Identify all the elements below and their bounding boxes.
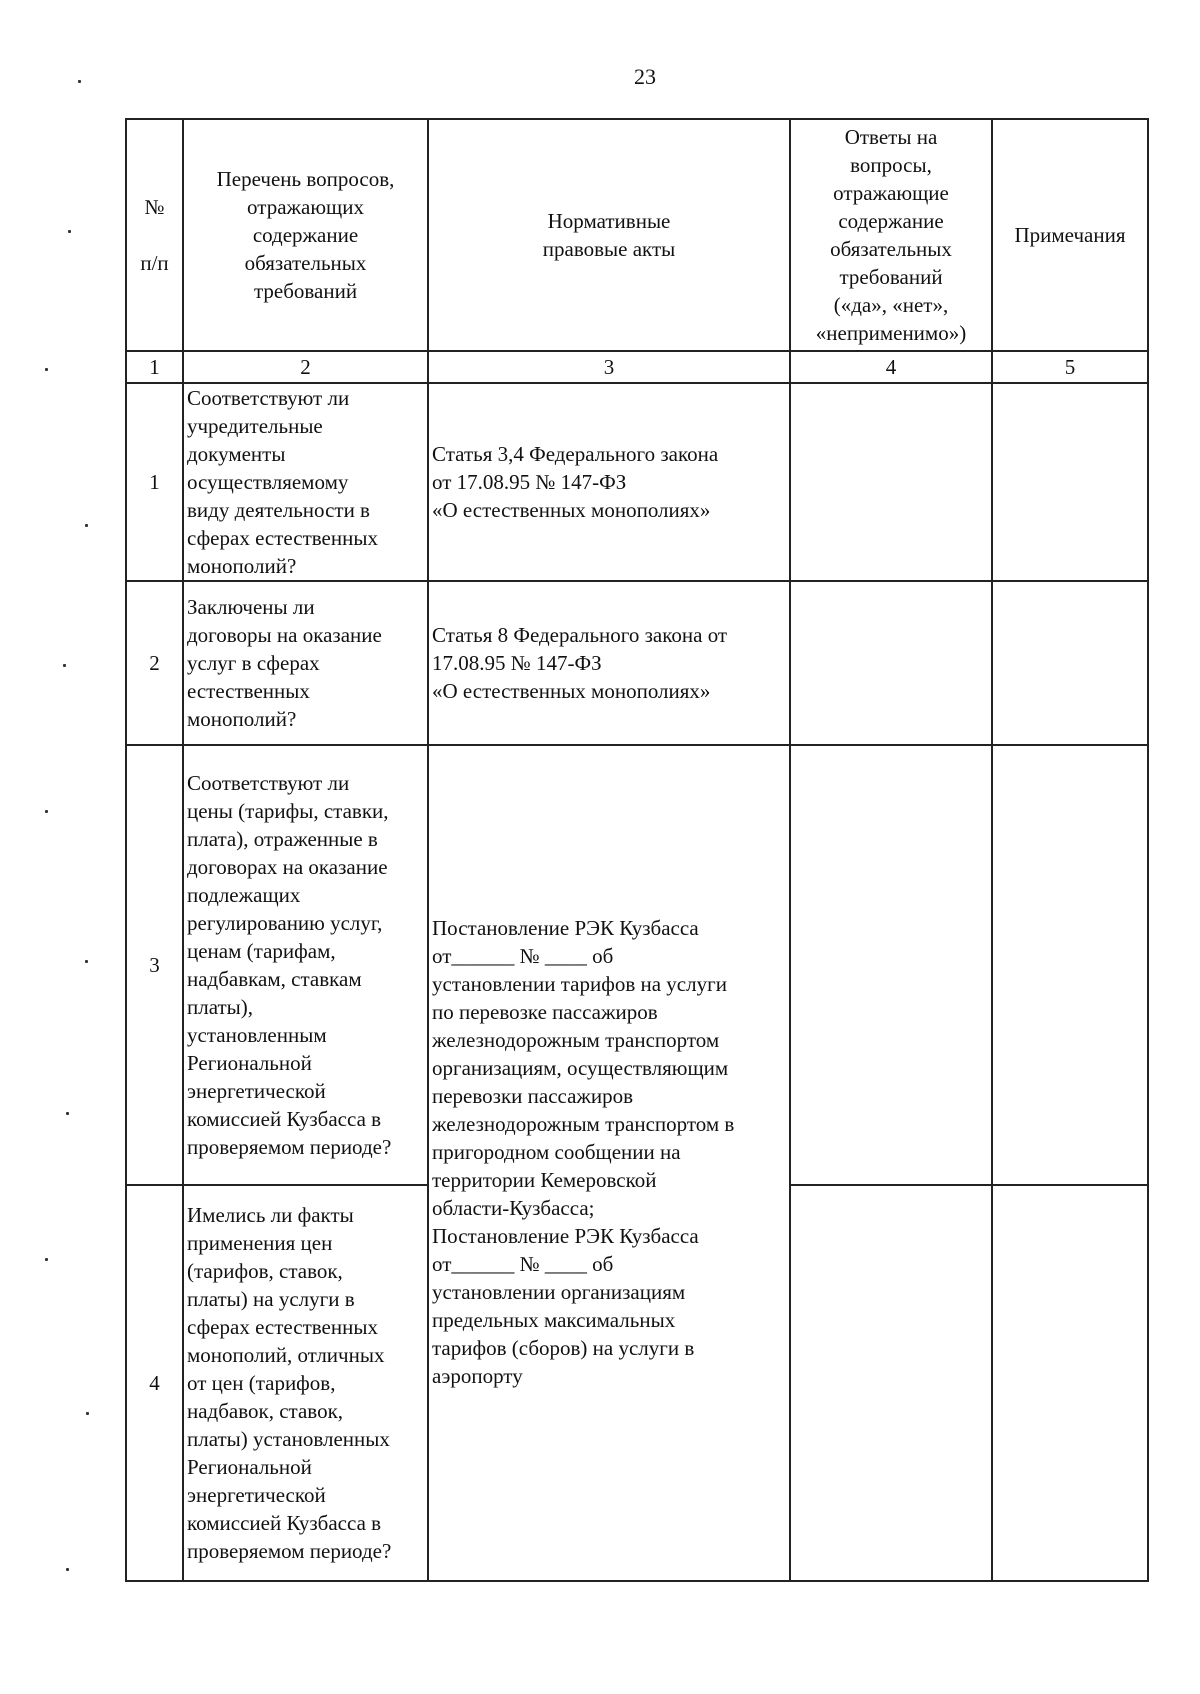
header-notes: Примечания [992,119,1148,351]
header-acts: Нормативные правовые акты [428,119,790,351]
scan-speck [86,1412,89,1415]
answer-cell [790,383,992,581]
header-questions: Перечень вопросов, отражающих содержание обязательных требований [183,119,428,351]
scan-speck [66,1112,69,1115]
column-number-row [126,351,1148,383]
legal-act-text: Постановление РЭК Кузбасса от______ № ____ об установлении тарифов на услуги по перевозке пассажиров железнодорожным транспортом организациям, осуществляющим перевозки пассажиров железнодорожным транспортом в пригородном сообщении на территории Кемеровской области-Кузбасса; Постановление РЭК Кузбасса от______ № ____ об установлении организациям предельных максимальных тарифов (сборов) на услуги в аэропорту [428,745,790,1581]
table-row [126,383,1148,581]
answer-cell [790,581,992,745]
scan-speck [85,960,88,963]
legal-act-text: Статья 8 Федерального закона от 17.08.95 № 147-ФЗ «О естественных монополиях» [428,581,790,745]
header-answers: Ответы на вопросы, отражающие содержание обязательных требований («да», «нет», «неприменимо») [790,119,992,351]
scan-speck [68,230,71,233]
column-number: 3 [428,351,790,383]
requirements-table [125,118,1149,1582]
question-text: Соответствуют ли цены (тарифы, ставки, плата), отраженные в договорах на оказание подлежащих регулированию услуг, ценам (тарифам, надбавкам, ставкам платы), установленным Региональной энергетической комиссией Кузбасса в проверяемом периоде? [183,745,428,1185]
scan-speck [45,1258,48,1261]
column-number: 4 [790,351,992,383]
notes-cell [992,581,1148,745]
question-text: Соответствуют ли учредительные документы осуществляемому виду деятельности в сферах естественных монополий? [183,383,428,581]
answer-cell [790,745,992,1185]
column-number: 2 [183,351,428,383]
legal-act-text: Статья 3,4 Федерального закона от 17.08.95 № 147-ФЗ «О естественных монополиях» [428,383,790,581]
row-number: 1 [126,383,183,581]
column-number: 5 [992,351,1148,383]
question-text: Заключены ли договоры на оказание услуг в сферах естественных монополий? [183,581,428,745]
header-num: № п/п [126,119,183,351]
scan-speck [45,810,48,813]
row-number: 4 [126,1185,183,1581]
scan-speck [66,1568,69,1571]
row-number: 3 [126,745,183,1185]
table-row [126,745,1148,1185]
question-text: Имелись ли факты применения цен (тарифов, ставок, платы) на услуги в сферах естественных монополий, отличных от цен (тарифов, надбавок, ставок, платы) установленных Региональной энергетической комиссией Кузбасса в проверяемом периоде? [183,1185,428,1581]
scan-speck [85,524,88,527]
scan-speck [63,664,66,667]
scan-speck [45,368,48,371]
page-number: 23 [634,64,656,89]
notes-cell [992,1185,1148,1581]
column-number: 1 [126,351,183,383]
table-row [126,581,1148,745]
scan-speck [78,80,81,83]
header-row [126,119,1148,351]
row-number: 2 [126,581,183,745]
notes-cell [992,383,1148,581]
answer-cell [790,1185,992,1581]
notes-cell [992,745,1148,1185]
